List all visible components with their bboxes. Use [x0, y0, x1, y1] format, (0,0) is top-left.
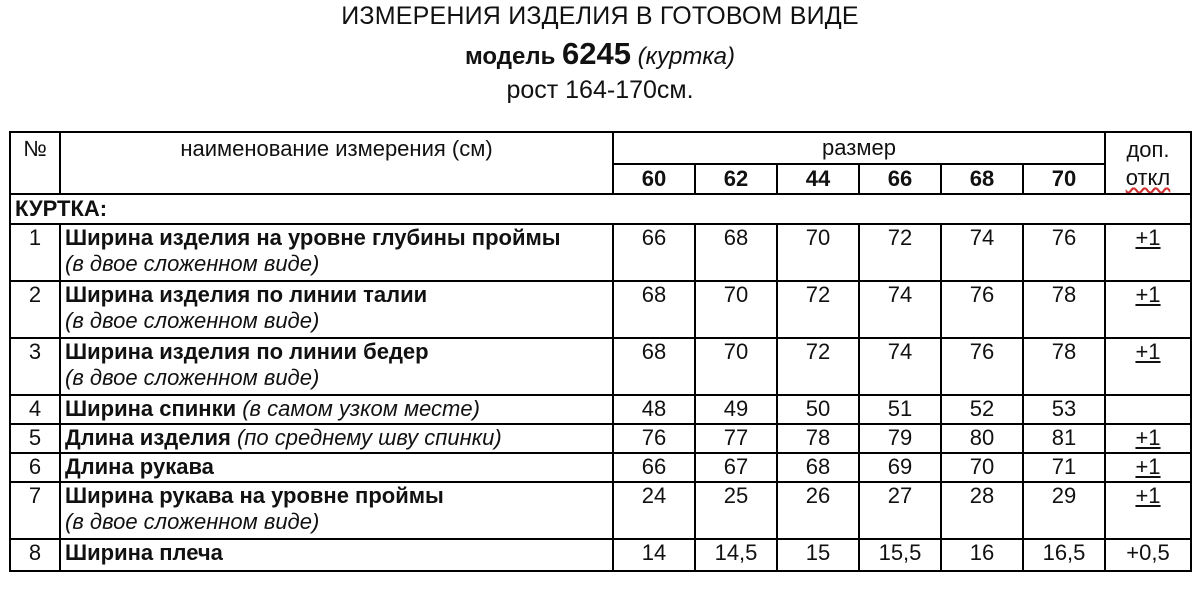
size-value: 15: [777, 539, 859, 571]
measurement-note: (в двое сложенном виде): [65, 365, 320, 390]
section-row: [10, 194, 1191, 224]
size-value: 72: [777, 281, 859, 338]
size-value: 24: [613, 482, 695, 539]
size-value: 49: [695, 395, 777, 424]
table-row: [10, 338, 1191, 395]
tolerance-cell: [1105, 281, 1191, 338]
row-number: 1: [10, 224, 60, 281]
size-value: 67: [695, 453, 777, 482]
size-value: 14,5: [695, 539, 777, 571]
measurement-name-cell: [60, 482, 613, 539]
size-value: 70: [695, 338, 777, 395]
size-value: 70: [777, 224, 859, 281]
measurement-name-cell: [60, 453, 613, 482]
tolerance-cell: [1105, 224, 1191, 281]
measurement-name: Ширина рукава на уровне проймы: [65, 483, 444, 508]
tolerance-cell: [1105, 539, 1191, 571]
measurement-name: Ширина изделия по линии талии: [65, 282, 428, 307]
measurement-name: Ширина изделия по линии бедер: [65, 339, 429, 364]
measurement-note: (в двое сложенном виде): [65, 308, 320, 333]
measurement-name: Длина рукава: [65, 454, 214, 479]
table-row: [10, 539, 1191, 571]
table-row: [10, 482, 1191, 539]
tolerance-value: +1: [1135, 339, 1161, 364]
measurement-name-cell: [60, 224, 613, 281]
size-value: 52: [941, 395, 1023, 424]
size-value: 16: [941, 539, 1023, 571]
size-value: 66: [613, 453, 695, 482]
table-row: [10, 395, 1191, 424]
size-value: 26: [777, 482, 859, 539]
size-value: 53: [1023, 395, 1105, 424]
size-header-3: 66: [859, 164, 941, 194]
size-value: 68: [695, 224, 777, 281]
section-label: КУРТКА:: [10, 194, 1191, 224]
size-value: 78: [1023, 338, 1105, 395]
row-number: 2: [10, 281, 60, 338]
measurement-name: Ширина плеча: [65, 540, 223, 565]
tolerance-header-line1: доп.: [1126, 137, 1170, 162]
size-value: 76: [941, 281, 1023, 338]
tolerance-value: +1: [1135, 225, 1161, 250]
measurement-note: (в двое сложенном виде): [65, 251, 320, 276]
tolerance-cell: [1105, 424, 1191, 453]
size-value: 71: [1023, 453, 1105, 482]
size-value: 76: [941, 338, 1023, 395]
column-header-size: размер: [613, 132, 1105, 164]
model-type: (куртка): [637, 43, 736, 70]
tolerance-header-line2: откл: [1125, 165, 1171, 190]
header-row: [10, 132, 1191, 164]
table-row: [10, 224, 1191, 281]
size-value: 76: [1023, 224, 1105, 281]
size-value: 76: [613, 424, 695, 453]
size-value: 78: [777, 424, 859, 453]
size-value: 27: [859, 482, 941, 539]
column-header-tolerance: [1105, 132, 1191, 194]
table-row: [10, 424, 1191, 453]
tolerance-value: +1: [1135, 483, 1161, 508]
tolerance-value: +0,5: [1126, 540, 1170, 565]
measurement-note: (по среднему шву спинки): [236, 425, 502, 450]
table-row: [10, 453, 1191, 482]
size-value: 69: [859, 453, 941, 482]
measurement-name: Ширина изделия на уровне глубины проймы: [65, 225, 561, 250]
size-value: 68: [613, 338, 695, 395]
row-number: 7: [10, 482, 60, 539]
column-header-number: №: [10, 132, 60, 194]
size-value: 81: [1023, 424, 1105, 453]
size-value: 74: [859, 281, 941, 338]
size-value: 72: [777, 338, 859, 395]
tolerance-value: +1: [1135, 454, 1161, 479]
measurements-table: [9, 131, 1192, 572]
size-header-1: 62: [695, 164, 777, 194]
size-value: 68: [613, 281, 695, 338]
size-header-5: 70: [1023, 164, 1105, 194]
tolerance-value: +1: [1135, 282, 1161, 307]
row-number: 3: [10, 338, 60, 395]
size-value: 29: [1023, 482, 1105, 539]
model-line: [0, 36, 1200, 72]
size-value: 50: [777, 395, 859, 424]
size-value: 51: [859, 395, 941, 424]
measurement-name-cell: [60, 539, 613, 571]
size-value: 25: [695, 482, 777, 539]
column-header-name: наименование измерения (см): [60, 132, 613, 194]
size-header-0: 60: [613, 164, 695, 194]
size-value: 70: [695, 281, 777, 338]
height-line: рост 164-170см.: [506, 76, 694, 104]
size-value: 70: [941, 453, 1023, 482]
measurement-name-cell: [60, 395, 613, 424]
size-value: 79: [859, 424, 941, 453]
size-value: 72: [859, 224, 941, 281]
size-value: 66: [613, 224, 695, 281]
row-number: 8: [10, 539, 60, 571]
size-value: 74: [859, 338, 941, 395]
row-number: 5: [10, 424, 60, 453]
size-value: 77: [695, 424, 777, 453]
measurement-name-cell: [60, 424, 613, 453]
size-value: 28: [941, 482, 1023, 539]
tolerance-cell: [1105, 453, 1191, 482]
size-header-4: 68: [941, 164, 1023, 194]
measurement-name-cell: [60, 338, 613, 395]
tolerance-cell: [1105, 338, 1191, 395]
measurement-name: Длина изделия: [65, 425, 231, 450]
size-value: 78: [1023, 281, 1105, 338]
row-number: 6: [10, 453, 60, 482]
size-value: 80: [941, 424, 1023, 453]
size-value: 74: [941, 224, 1023, 281]
measurement-name-cell: [60, 281, 613, 338]
size-value: 16,5: [1023, 539, 1105, 571]
tolerance-cell: [1105, 482, 1191, 539]
size-value: 68: [777, 453, 859, 482]
measurement-note: (в двое сложенном виде): [65, 509, 320, 534]
document-title: ИЗМЕРЕНИЯ ИЗДЕЛИЯ В ГОТОВОМ ВИДЕ: [341, 2, 859, 30]
size-value: 14: [613, 539, 695, 571]
tolerance-value: +1: [1135, 425, 1161, 450]
model-label: модель: [464, 43, 556, 70]
measurement-note: (в самом узком месте): [242, 396, 480, 421]
size-value: 48: [613, 395, 695, 424]
row-number: 4: [10, 395, 60, 424]
size-header-2: 44: [777, 164, 859, 194]
model-number: 6245: [562, 36, 631, 71]
tolerance-cell: [1105, 395, 1191, 424]
size-value: 15,5: [859, 539, 941, 571]
table-row: [10, 281, 1191, 338]
measurement-name: Ширина спинки: [65, 396, 237, 421]
